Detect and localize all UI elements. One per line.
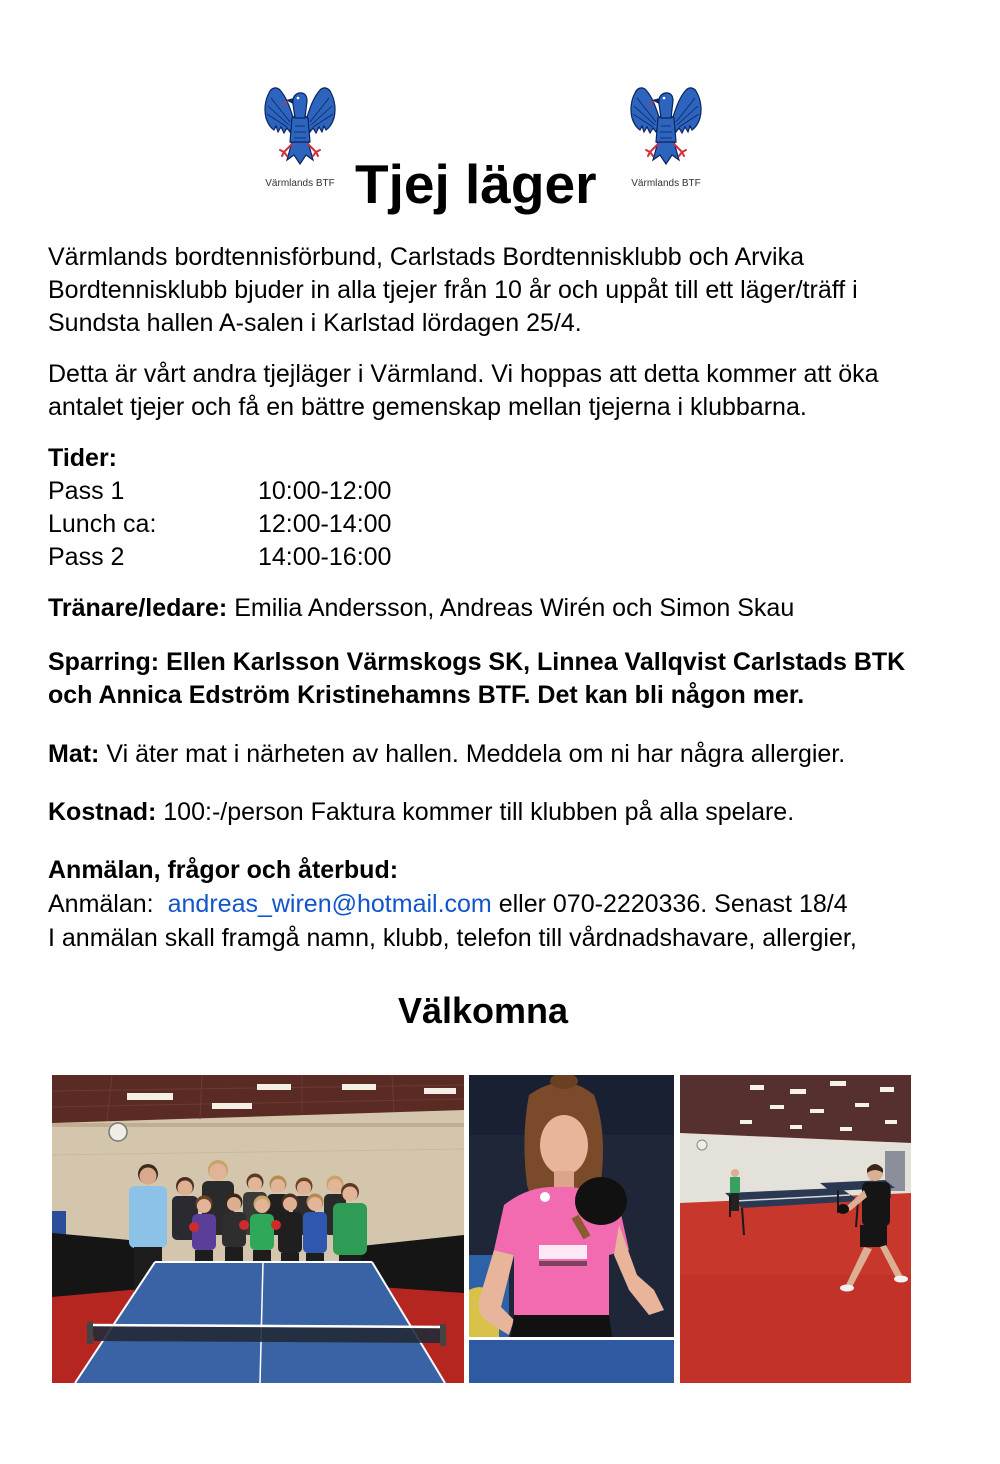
schedule-label: Pass 2: [48, 543, 125, 571]
eagle-logo-icon: [263, 84, 337, 168]
food-line: [48, 738, 845, 771]
schedule-label: Lunch ca:: [48, 510, 157, 538]
food-text: Vi äter mat i närheten av hallen. Meddela om ni har några allergier.: [106, 740, 846, 768]
logo-caption: Värmlands BTF: [631, 178, 701, 189]
player-photo: [469, 1075, 674, 1383]
hall-photo: [680, 1075, 911, 1383]
group-photo: [52, 1075, 464, 1383]
registration-label: Anmälan:: [48, 890, 154, 918]
registration-details: I anmälan skall framgå namn, klubb, telefon till vårdnadshavare, allergier,: [48, 924, 857, 952]
schedule-time: 12:00-14:00: [258, 510, 392, 538]
registration-contact-line: [48, 888, 848, 921]
intro-line: Sundsta hallen A-salen i Karlstad lördagen 25/4.: [48, 309, 582, 337]
schedule-heading: Tider:: [48, 444, 117, 472]
sparring-line: Sparring: Ellen Karlsson Värmskogs SK, Linnea Vallqvist Carlstads BTK: [48, 648, 906, 676]
food-label: Mat:: [48, 740, 100, 768]
cost-text: 100:-/person Faktura kommer till klubben på alla spelare.: [163, 798, 795, 826]
schedule-label: Pass 1: [48, 477, 125, 505]
logo-caption: Värmlands BTF: [265, 178, 335, 189]
schedule-time: 14:00-16:00: [258, 543, 392, 571]
coaches-line: [48, 592, 794, 625]
intro-line: Bordtennisklubb bjuder in alla tjejer från 10 år och uppåt till ett läger/träff i: [48, 276, 858, 304]
sparring-line: och Annica Edström Kristinehamns BTF. Det kan bli någon mer.: [48, 681, 805, 709]
page-title: Tjej läger: [355, 153, 597, 215]
eagle-logo-icon: [629, 84, 703, 168]
logo-left: [261, 84, 339, 194]
intro-line: Värmlands bordtennisförbund, Carlstads Bordtennisklubb och Arvika: [48, 243, 804, 271]
cost-label: Kostnad:: [48, 798, 157, 826]
coaches-label: Tränare/ledare:: [48, 594, 228, 622]
logo-right: [627, 84, 705, 194]
registration-contact-rest: eller 070-2220336. Senast 18/4: [498, 890, 848, 918]
coaches-text: Emilia Andersson, Andreas Wirén och Simon Skau: [234, 594, 795, 622]
schedule-time: 10:00-12:00: [258, 477, 392, 505]
cost-line: [48, 796, 794, 829]
intro-line: antalet tjejer och få en bättre gemenskap mellan tjejerna i klubbarna.: [48, 393, 807, 421]
registration-heading: Anmälan, frågor och återbud:: [48, 856, 399, 884]
intro-line: Detta är vårt andra tjejläger i Värmland. Vi hoppas att detta kommer att öka: [48, 360, 879, 388]
email-link[interactable]: andreas_wiren@hotmail.com: [167, 890, 492, 918]
welcome-heading: Välkomna: [397, 990, 569, 1031]
